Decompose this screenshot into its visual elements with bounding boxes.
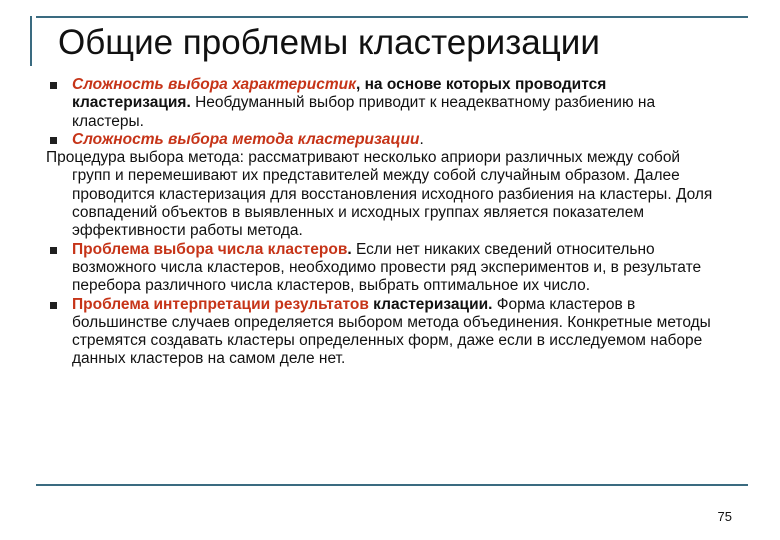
paragraph-cluster-count <box>0 241 780 296</box>
paragraph-text: . <box>347 240 356 258</box>
square-bullet-icon <box>50 137 57 144</box>
page-number: 75 <box>717 509 732 524</box>
paragraph-text: Форма кластеров в большинстве случаев определяется выбором метода объединения. Конкретные методы стремятся создавать кластеры определенных форм, даже если в исследуемом наборе данных кластеров на самом деле нет. <box>72 295 711 368</box>
slide-title: Общие проблемы кластеризации <box>58 23 600 62</box>
paragraph-text: . <box>419 130 424 148</box>
square-bullet-icon <box>50 247 57 254</box>
square-bullet-icon <box>50 82 57 89</box>
paragraph-method-selection <box>0 131 780 149</box>
paragraph-text: Если нет никаких сведений относительно возможного числа кластеров, необходимо провести ряд экспериментов и, в результате перебора различного числа кластеров, выбрать оптимальное их число. <box>72 240 702 295</box>
paragraph-text: Процедура выбора метода: рассматривают несколько априори различных между собой групп и перемешивают их представителей между собой случайным образом. Далее проводится кластеризация для восстановления исходного разбиения на кластеры. Доля совпадений объектов в выявленных и исходных группах является показателем эффективности работы метода. <box>46 149 713 240</box>
highlight-method-selection: Сложность выбора метода кластеризации <box>72 130 420 148</box>
paragraph-feature-selection <box>0 76 780 131</box>
bottom-divider-line <box>36 484 748 486</box>
paragraph-text: , на основе которых проводится кластеризация. <box>72 76 607 112</box>
highlight-cluster-count: Проблема выбора числа кластеров <box>72 240 348 258</box>
paragraph-interpretation <box>0 296 780 369</box>
paragraph-text: Необдуманный выбор приводит к неадекватному разбиению на кластеры. <box>72 94 656 130</box>
highlight-interpretation: Проблема интерпретации результатов <box>72 295 369 313</box>
paragraph-text: кластеризации. <box>368 295 497 313</box>
paragraph-method-procedure <box>0 149 780 240</box>
top-divider-line <box>36 16 748 18</box>
slide-body <box>0 76 780 369</box>
highlight-feature-selection: Сложность выбора характеристик <box>72 76 356 93</box>
square-bullet-icon <box>50 302 57 309</box>
title-left-accent-line <box>30 16 32 66</box>
